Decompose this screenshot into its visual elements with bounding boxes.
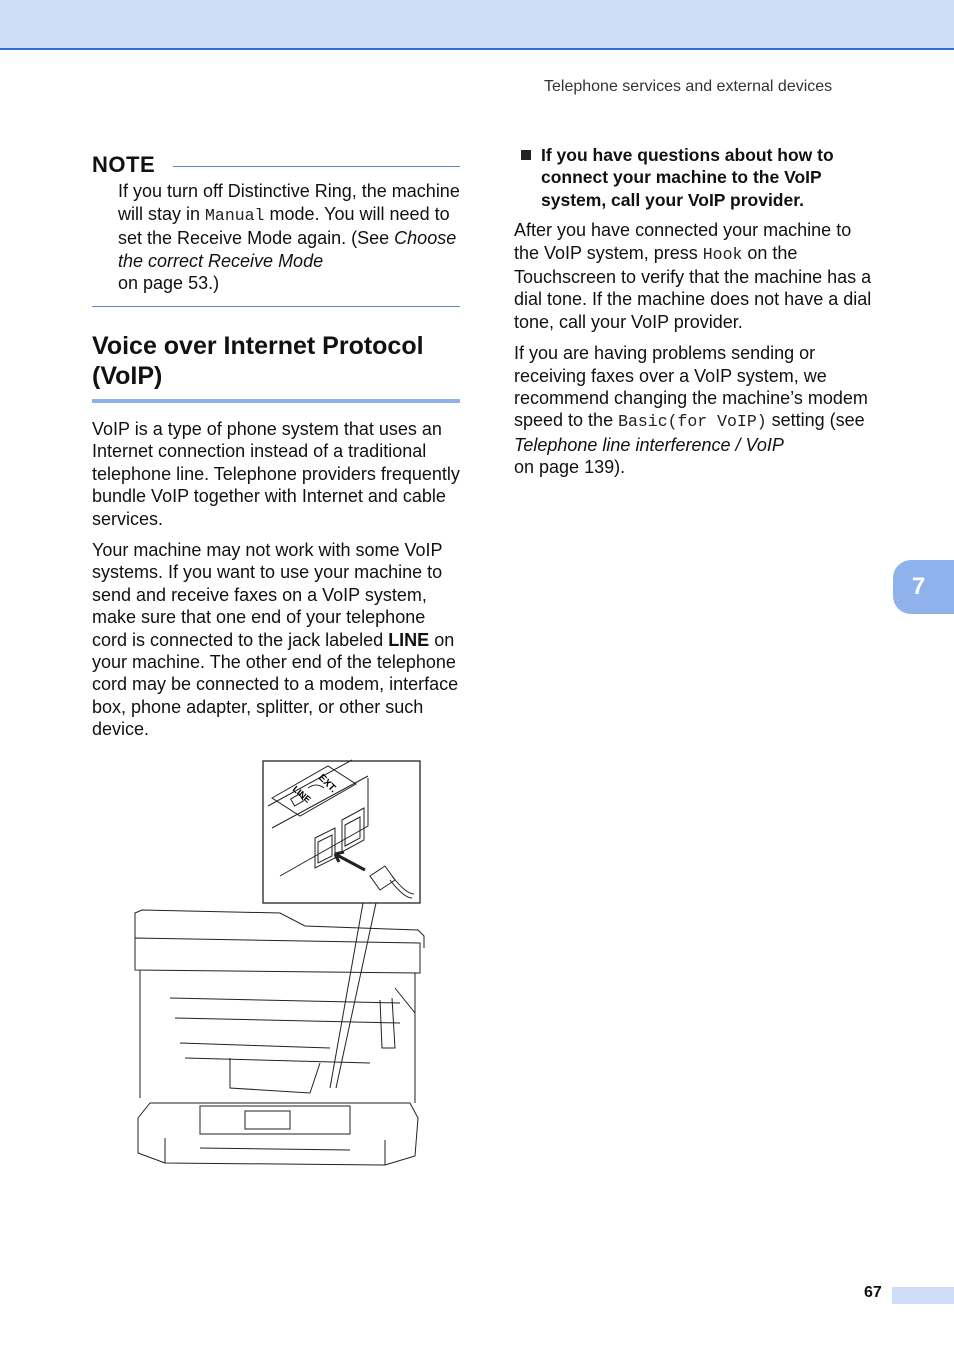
left-column [92, 150, 460, 741]
bullet-item [514, 144, 880, 211]
line-jack-label: LINE [388, 629, 430, 650]
chapter-tab: 7 [893, 560, 954, 614]
section-heading: Voice over Internet Protocol (VoIP) [92, 331, 460, 403]
note-title: NOTE [92, 152, 156, 177]
note-box [92, 150, 460, 307]
note-cross-reference[interactable]: Choose the correct Receive Mode [118, 228, 457, 271]
voip-paragraph-1: VoIP is a type of phone system that uses an Internet connection instead of a traditional telephone line. Telephone providers frequently bundle VoIP together with Internet and cable services. [92, 418, 460, 529]
voip-paragraph-2: Your machine may not work with some VoIP systems. If you want to use your machine to send and receive faxes on a VoIP system, make sure that one end of your telephone cord is connected to the jack labeled LINE on your machine. The other end of the telephone cord may be connected to a modem, interface box, phone adapter, splitter, or other such device. [92, 540, 459, 740]
top-header-band [0, 0, 954, 50]
modem-speed-paragraph: If you are having problems sending or receiving faxes over a VoIP system, we recommend changing the machine’s modem speed to the Basic(for VoIP) setting (see Telephone line interference / VoIP on page 139). [514, 343, 868, 478]
note-divider [173, 166, 460, 167]
running-header: Telephone services and external devices [544, 78, 833, 95]
basic-voip-setting-label: Basic(for VoIP) [618, 412, 767, 432]
page-number: 67 [864, 1284, 882, 1301]
page-number-tab [892, 1287, 954, 1304]
manual-mode-label: Manual [205, 205, 265, 225]
bullet-text: If you have questions about how to connect your machine to the VoIP system, call your VoIP provider. [541, 145, 834, 210]
right-column [514, 144, 880, 479]
machine-line-jack-illustration [130, 758, 425, 1168]
line-label: LINE [290, 783, 313, 805]
note-bottom-rule [92, 306, 460, 307]
hook-paragraph: After you have connected your machine to the VoIP system, press Hook on the Touchscreen to verify that the machine has a dial tone. If the machine does not have a dial tone, call your VoIP provider. [514, 220, 872, 332]
ext-label: EXT. [315, 772, 339, 796]
note-text: If you turn off Distinctive Ring, the machine will stay in Manual mode. You will need to set the Receive Mode again. (See Choose the correct Receive Mode on page 53.) [118, 181, 460, 294]
note-header [92, 150, 460, 180]
square-bullet-icon [521, 150, 531, 160]
hook-key-label: Hook [702, 244, 743, 264]
voip-cross-reference[interactable]: Telephone line interference / VoIP [514, 434, 784, 455]
